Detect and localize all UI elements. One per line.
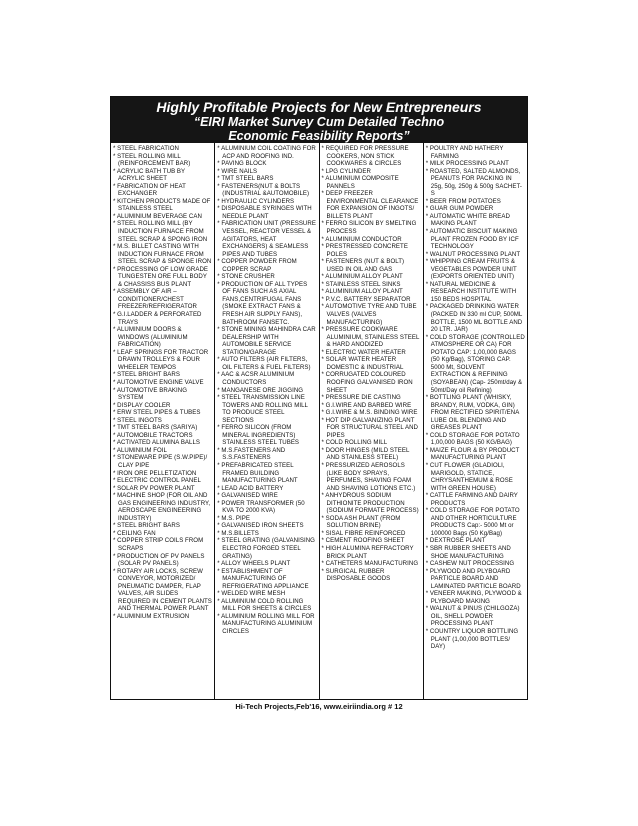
banner-subtitle-line2: Economic Feasibility Reports” xyxy=(228,129,410,143)
project-list-item: * LEAF SPRINGS FOR TRACTOR DRAWN TROLLEYS & FOUR WHEELER TEMPOS xyxy=(113,349,212,372)
project-list-item: * FERRO SILICON (FROM MINERAL INGREDIENTS) STAINLESS STEEL TUBES xyxy=(217,424,316,447)
project-list-item: * MACHINE SHOP (FOR OIL AND GAS ENGINEERING INDUSTRY, AEROSCAPE ENGINEERING INDUSTRY) xyxy=(113,492,212,522)
project-list-item: * ERW STEEL PIPES & TUBES xyxy=(113,409,212,417)
project-list-item: * CUT FLOWER (GLADIOLI, MARIGOLD, STATICE, CHRYSANTHEMUM & ROSE WITH GREEN HOUSE) xyxy=(426,462,525,492)
project-list-item: * ALUMINIUM COLD ROLLING MILL FOR SHEETS & CIRCLES xyxy=(217,598,316,613)
project-column-1 xyxy=(111,143,215,699)
project-list-item: * DEXTROSE PLANT xyxy=(426,537,525,545)
project-list-item: * LEAD ACID BATTERY xyxy=(217,485,316,493)
project-list-item: * FASTENERS (NUT & BOLT) USED IN OIL AND GAS xyxy=(322,258,421,273)
project-list-item: * ACRYLIC BATH TUB BY ACRYLIC SHEET xyxy=(113,168,212,183)
project-list-item: * COLD ROLLING MILL xyxy=(322,439,421,447)
project-list-item: * DISPLAY COOLER xyxy=(113,402,212,410)
project-list-item: * CASHEW NUT PROCESSING xyxy=(426,560,525,568)
project-list-item: * CATHETERS MANUFACTURING xyxy=(322,560,421,568)
project-list-item: * PREFABRICATED STEEL FRAMED BUILDING MANUFACTURING PLANT xyxy=(217,462,316,485)
project-column-3 xyxy=(320,143,424,699)
project-list-item: * WIRE NAILS xyxy=(217,168,316,176)
project-list-item: * SODA ASH PLANT (FROM SOLUTION BRINE) xyxy=(322,515,421,530)
project-column-4 xyxy=(424,143,527,699)
project-list-item: * NATURAL MEDICINE & RESEARCH INSTITUTE WITH 150 BEDS HOSPITAL xyxy=(426,281,525,304)
project-list-item: * DEEP FREEZER ENVIRONMENTAL CLEARANCE FOR EXPANSION OF INGOTS/ BILLETS PLANT xyxy=(322,190,421,220)
project-list-item: * G.I.WIRE AND BARBED WIRE xyxy=(322,402,421,410)
project-list-item: * STEEL BRIGHT BARS xyxy=(113,522,212,530)
projects-box xyxy=(110,96,528,700)
project-list-item: * ESTABLISHMENT OF MANUFACTURING OF REFRIGERATING APPLIANCE xyxy=(217,568,316,591)
project-list-item: * ALUMINIUM COMPOSITE PANNELS xyxy=(322,175,421,190)
project-list-item: * AUTOMOTIVE ENGINE VALVE xyxy=(113,379,212,387)
project-list-item: * PACKAGED DRINKING WATER (PACKED IN 330 ml CUP, 500ML BOTTLE, 1500 ML BOTTLE AND 20 LTR. JAR) xyxy=(426,303,525,333)
project-list-item: * COUNTRY LIQUOR BOTTLING PLANT (1,00,000 BOTTLES/ DAY) xyxy=(426,628,525,651)
project-list-item: * PROCESSING OF LOW GRADE TUNGESTEN ORE FULL BODY & CHASSISS BUS PLANT xyxy=(113,266,212,289)
project-list-item: * AUTOMATIC WHITE BREAD MAKING PLANT xyxy=(426,213,525,228)
project-list-item: * BEER FROM POTATOES xyxy=(426,198,525,206)
project-list-item: * AUTOMATIC BISCUIT MAKING PLANT FROZEN FOOD BY ICF TECHNOLOGY xyxy=(426,228,525,251)
project-list-item: * PRODUCTION OF PV PANELS (SOLAR PV PANELS) xyxy=(113,553,212,568)
project-list-item: * AUTOMOTIVE BRAKING SYSTEM xyxy=(113,387,212,402)
project-list-item: * G.I.LADDER & PERFORATED TRAYS xyxy=(113,311,212,326)
project-list-item: * STEEL GRATING (GALVANISING ELECTRO FORGED STEEL GRATING) xyxy=(217,537,316,560)
project-list-item: * WELDED WIRE MESH xyxy=(217,590,316,598)
project-list-item: * KITCHEN PRODUCTS MADE OF STAINLESS STEEL xyxy=(113,198,212,213)
project-list-item: * TMT STEEL BARS xyxy=(217,175,316,183)
project-list-item: * PLYWOOD AND PLYBOARD PARTICLE BOARD AND LAMINATED PARTICLE BOARD xyxy=(426,568,525,591)
project-list-item: * MANGANESE ORE JIGGING xyxy=(217,387,316,395)
project-list-item: * SISAL FIBRE REINFORCED xyxy=(322,530,421,538)
project-list-item: * M.S.BILLETS xyxy=(217,530,316,538)
banner-title: Highly Profitable Projects for New Entrepreneurs xyxy=(156,99,482,115)
project-list-item: * STEEL TRANSMISSION LINE TOWERS AND ROLLING MILL TO PRODUCE STEEL SECTIONS xyxy=(217,394,316,424)
project-list-item: * POWER TRANSFORMER (50 KVA TO 2000 KVA) xyxy=(217,500,316,515)
project-list-item: * FABRICATION OF HEAT EXCHANGER xyxy=(113,183,212,198)
project-list-item: * ALUMINIUM DOORS & WINDOWS (ALUMINIUM FABRICATION) xyxy=(113,326,212,349)
project-list-item: * GALVANISED WIRE xyxy=(217,492,316,500)
project-list-item: * ANHYDROUS SODIUM DITHIONITE PRODUCTION (SODIUM FORMATE PROCESS) xyxy=(322,492,421,515)
project-list-item: * FASTENERS(NUT & BOLTS (INDUSTRIAL &AUTOMOBILE) xyxy=(217,183,316,198)
project-list-item: * ALUMINIUM ROLLING MILL FOR MANUFACTURING ALUMINIUM CIRCLES xyxy=(217,613,316,636)
project-list-item: * ALLOY WHEELS PLANT xyxy=(217,560,316,568)
project-columns xyxy=(111,143,527,699)
project-list-item: * STONEWARE PIPE (S.W.PIPE)/ CLAY PIPE xyxy=(113,454,212,469)
project-list-item: * ELECTRIC WATER HEATER xyxy=(322,349,421,357)
project-list-item: * M.S.FASTENERS AND S.S.FASTENERS xyxy=(217,447,316,462)
page-footer: Hi-Tech Projects,Feb'16, www.eiriindia.org # 12 xyxy=(235,702,403,711)
project-list-item: * WHIPPING CREAM FRUITS & VEGETABLES POWDER UNIT (EXPORTS ORIENTED UNIT) xyxy=(426,258,525,281)
project-list-item: * PRESSURIZED AEROSOLS (LIKE BODY SPRAYS, PERFUMES, SHAVING FOAM AND SHAVING LOTIONS ETC.) xyxy=(322,462,421,492)
project-list-item: * STEEL BRIGHT BARS xyxy=(113,371,212,379)
project-list-item: * CATTLE FARMING AND DAIRY PRODUCTS xyxy=(426,492,525,507)
project-list-item: * STEEL FABRICATION xyxy=(113,145,212,153)
project-list-item: * DISPOSABLE SYRINGES WITH NEEDLE PLANT xyxy=(217,205,316,220)
project-list-item: * ASSEMBLY OF AIR – CONDITIONER/CHEST FREEZER/REFRIGERATOR xyxy=(113,288,212,311)
project-list-item: * ALUMINIUM FOIL xyxy=(113,447,212,455)
project-list-item: * REQUIRED FOR PRESSURE COOKERS, NON STICK COOKWARES & CIRCLES xyxy=(322,145,421,168)
project-list-item: * CORRUGATED COLOURED ROOFING GALVANISED IRON SHEET xyxy=(322,371,421,394)
project-list-item: * AUTO FILTERS (AIR FILTERS, OIL FILTERS & FUEL FILTERS) xyxy=(217,356,316,371)
project-list-item: * PAVING BLOCK xyxy=(217,160,316,168)
project-list-item: * VENEER MAKING, PLYWOOD & PLYBOARD MAKING xyxy=(426,590,525,605)
project-list-item: * ELECTRIC CONTROL PANEL xyxy=(113,477,212,485)
project-list-item: * ALUMINIUM COIL COATING FOR ACP AND ROOFING IND. xyxy=(217,145,316,160)
project-list-item: * POULTRY AND HATHERY FARMING xyxy=(426,145,525,160)
project-list-item: * AAC & ACSR ALUMINIUM CONDUCTORS xyxy=(217,371,316,386)
project-list-item: * FERRO SILICON BY SMELTING PROCESS xyxy=(322,220,421,235)
project-list-item: * TMT STEEL BARS (SARIYA) xyxy=(113,424,212,432)
project-list-item: * CEILING FAN xyxy=(113,530,212,538)
banner-subtitle-line1: “EIRI Market Survey Cum Detailed Techno xyxy=(193,115,445,129)
project-list-item: * M.S. PIPE xyxy=(217,515,316,523)
project-list-item: * AUTOMOBILE TRACTORS xyxy=(113,432,212,440)
project-list-item: * ROASTED, SALTED ALMONDS, PEANUTS FOR PACKING IN 25g, 50g, 250g & 500g SACHET-S xyxy=(426,168,525,198)
project-list-item: * ACTIVATED ALUMINA BALLS xyxy=(113,439,212,447)
project-list-item: * HOT DIP GALVANIZING PLANT FOR STRUCTURAL STEEL AND PIPES xyxy=(322,417,421,440)
project-list-item: * ALUMINIUM EXTRUSION xyxy=(113,613,212,621)
project-list-item: * G.I.WIRE & M.S. BINDING WIRE xyxy=(322,409,421,417)
project-list-item: * IRON ORE PELLETIZATION xyxy=(113,470,212,478)
project-list-item: * HIGH ALUMINA REFRACTORY BRICK PLANT xyxy=(322,545,421,560)
project-list-item: * STEEL ROLLING MILL (REINFORCEMENT BAR) xyxy=(113,153,212,168)
project-list-item: * P.V.C. BATTERY SEPARATOR xyxy=(322,296,421,304)
project-list-item: * COLD STORAGE FOR POTATO 1,00,000 BAGS (50 KG/BAG) xyxy=(426,432,525,447)
project-list-item: * PRESTRESSED CONCRETE POLES xyxy=(322,243,421,258)
project-list-item: * ROTARY AIR LOCKS, SCREW CONVEYOR, MOTORIZED/ PNEUMATIC DAMPER, FLAP VALVES, AIR SLIDES REQUIRED IN CEMENT PLANTS AND THERMAL POWER PLANT xyxy=(113,568,212,613)
project-list-item: * ALUMINIUM ALLOY PLANT xyxy=(322,273,421,281)
project-list-item: * STEEL INGOTS xyxy=(113,417,212,425)
project-list-item: * FABRICATION UNIT (PRESSURE VESSEL, REACTOR VESSEL & AGITATORS, HEAT EXCHANGERS) & SEAMLESS PIPES AND TUBES xyxy=(217,220,316,258)
project-list-item: * MILK PROCESSING PLANT xyxy=(426,160,525,168)
project-list-item: * CEMENT ROOFING SHEET xyxy=(322,537,421,545)
project-list-item: * PRODUCTION OF ALL TYPES OF FANS SUCH AS AXIAL FANS,CENTRIFUGAL FANS (SMOKE EXTRACT FANS & FRESH AIR SUPPLY FANS), BATHROOM FANSETC. xyxy=(217,281,316,326)
header-banner xyxy=(111,97,527,143)
project-column-2 xyxy=(215,143,319,699)
project-list-item: * DOOR HINGES (MILD STEEL AND STAINLESS STEEL) xyxy=(322,447,421,462)
project-list-item: * WALNUT PROCESSING PLANT xyxy=(426,251,525,259)
project-list-item: * M.S. BILLET CASTING WITH INDUCTION FURNACE FROM STEEL SCRAP & SPONGE IRON xyxy=(113,243,212,266)
project-list-item: * STONE CRUSHER xyxy=(217,273,316,281)
project-list-item: * PRESSURE DIE CASTING xyxy=(322,394,421,402)
project-list-item: * ALUMINIUM ALLOY PLANT xyxy=(322,288,421,296)
project-list-item: * PRESSURE COOKWARE ALUMINIUM, STAINLESS STEEL & HARD ANODIZED xyxy=(322,326,421,349)
project-list-item: * LPG CYLINDER xyxy=(322,168,421,176)
project-list-item: * WALNUT & PINUS (CHILGOZA) OIL, SHELL POWDER PROCESSING PLANT xyxy=(426,605,525,628)
project-list-item: * ALUMINIUM BEVERAGE CAN xyxy=(113,213,212,221)
project-list-item: * COPPER POWDER FROM COPPER SCRAP xyxy=(217,258,316,273)
project-list-item: * STEEL ROLLING MILL (BY INDUCTION FURNACE FROM STEEL SCRAP & SPONG IRON xyxy=(113,220,212,243)
project-list-item: * GUAR GUM POWDER xyxy=(426,205,525,213)
project-list-item: * COLD STORAGE FOR POTATO AND OTHER HORTICULTURE PRODUCTS Cap:- 5000 Mt or 100000 Bags (50 Kg/Bag) xyxy=(426,507,525,537)
project-list-item: * ALUMINIUM CONDUCTOR xyxy=(322,236,421,244)
project-list-item: * SURGICAL RUBBER DISPOSABLE GOODS xyxy=(322,568,421,583)
project-list-item: * MAIZE FLOUR & BY PRODUCT MANUFACTURING PLANT xyxy=(426,447,525,462)
project-list-item: * COLD STORAGE (CONTROLLED ATMOSPHERE OR CA) FOR POTATO CAP: 1,00,000 BAGS (50 Kg/Bag), STORING CAP. 5000 Mt, SOLVENT EXTRACTION & REFINING (SOYABEAN) (Cap- 250mt/day & 50mt/Day oil Refining) xyxy=(426,334,525,394)
project-list-item: * HYDRAULIC CYLINDERS xyxy=(217,198,316,206)
project-list-item: * AUTOMOTIVE TYRE AND TUBE VALVES (VALVES MANUFACTURING) xyxy=(322,303,421,326)
project-list-item: * SOLAR WATER HEATER DOMESTIC & INDUSTRIAL xyxy=(322,356,421,371)
project-list-item: * GALVANISED IRON SHEETS xyxy=(217,522,316,530)
project-list-item: * SBR RUBBER SHEETS AND SHOE MANUFACTURING xyxy=(426,545,525,560)
project-list-item: * BOTTLING PLANT (WHISKY, BRANDY, RUM, VODKA, GIN) FROM RECTIFIED SPIRIT/ENA LUBE OIL BLENDING AND GREASES PLANT xyxy=(426,394,525,432)
project-list-item: * COPPER STRIP COILS FROM SCRAPS xyxy=(113,537,212,552)
project-list-item: * SOLAR PV POWER PLANT xyxy=(113,485,212,493)
project-list-item: * STAINLESS STEEL SINKS xyxy=(322,281,421,289)
project-list-item: * STONE MINING MAHINDRA CAR DEALERSHIP WITH AUTOMOBILE SERVICE STATION/GARAGE xyxy=(217,326,316,356)
